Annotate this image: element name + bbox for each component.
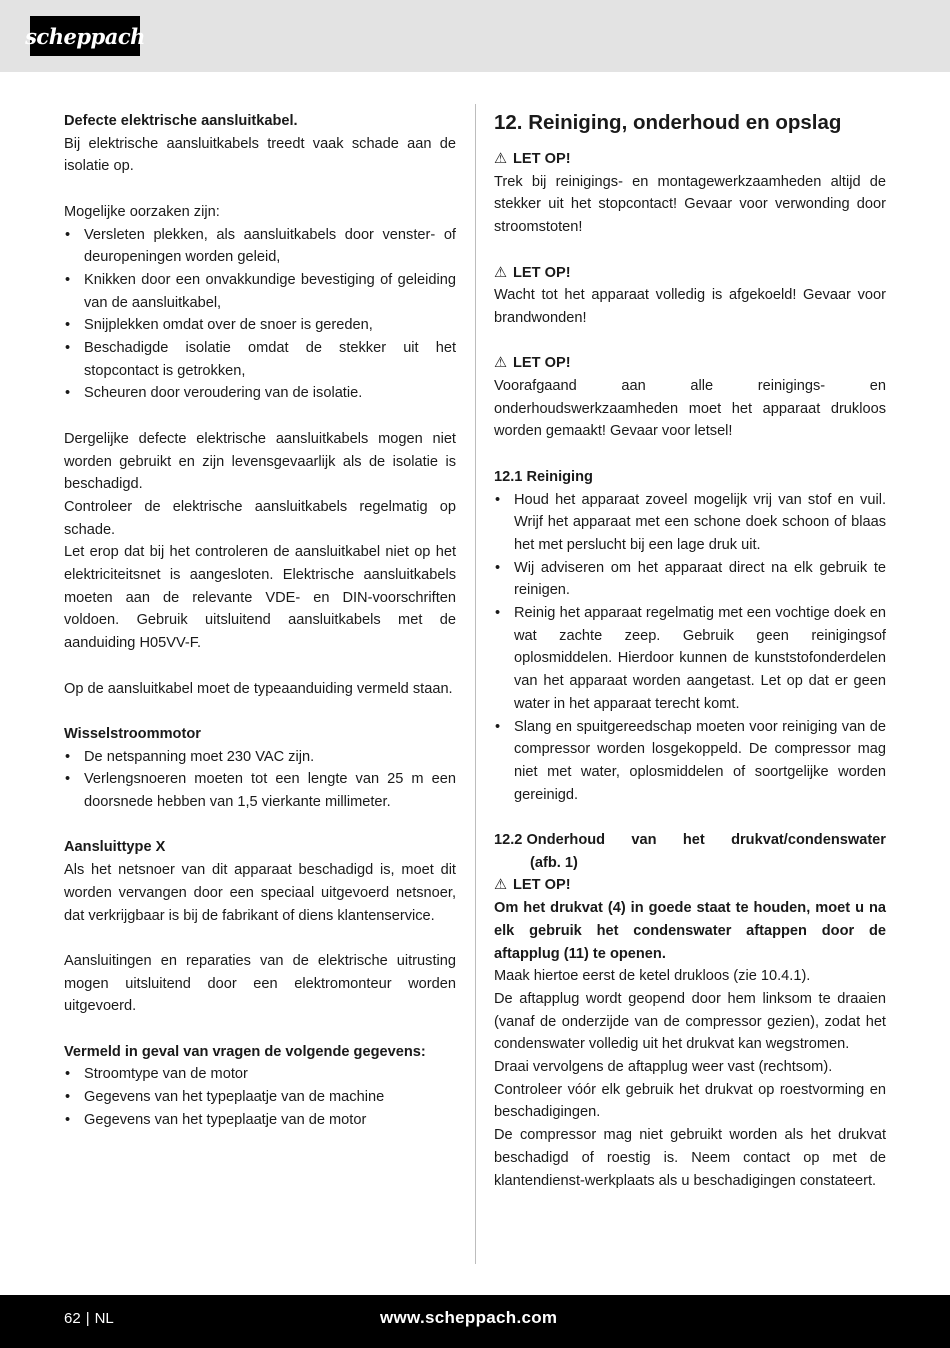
language-code: NL xyxy=(94,1310,114,1327)
warning-label: LET OP! xyxy=(513,355,571,372)
warning-text-3: Voorafgaand aan alle reinigings- en onderhoudswerkzaamheden moet het apparaat drukloos worden gemaakt! Gevaar voor letsel! xyxy=(494,378,886,440)
maintenance-title-number: 12.2 Onderhoud xyxy=(494,832,606,849)
cleaning-list xyxy=(494,489,886,807)
info-title: Vermeld in geval van vragen de volgende gegevens: xyxy=(64,1043,426,1060)
page-header xyxy=(0,0,950,72)
warning-heading xyxy=(494,874,886,897)
maintenance-title-cont: (afb. 1) xyxy=(530,854,578,871)
maintenance-paragraph: Controleer vóór elk gebruik het drukvat op roestvorming en beschadigingen. xyxy=(494,1081,886,1121)
scheppach-logo: scheppach xyxy=(30,16,140,56)
warning-icon: ⚠ xyxy=(494,355,508,372)
warning-icon: ⚠ xyxy=(494,151,508,167)
warning-heading xyxy=(494,148,886,171)
warning-text-1: Trek bij reinigings- en montagewerkzaamheden altijd de stekker uit het stopcontact! Gevaar voor verwonding door stroomstoten! xyxy=(494,173,886,236)
cable-title: Defecte elektrische aansluitkabel. xyxy=(64,113,298,129)
danger-paragraph: Dergelijke defecte elektrische aansluitkabels mogen niet worden gebruikt en zijn levensgevaarlijk als de isolatie is beschadigd. xyxy=(64,430,456,493)
repair-text: Aansluitingen en reparaties van de elektrische uitrusting mogen uitsluitend door een elektromonteur worden uitgevoerd. xyxy=(64,952,456,1015)
section-title: 12. Reiniging, onderhoud en opslag xyxy=(494,111,842,134)
type-paragraph: Op de aansluitkabel moet de typeaanduiding vermeld staan. xyxy=(64,680,453,697)
list-item: • Knikken door een onvakkundige bevestiging of geleiding van de aansluitkabel, xyxy=(64,269,456,314)
warning-label: LET OP! xyxy=(513,264,571,281)
cable-intro: Bij elektrische aansluitkabels treedt vaak schade aan de isolatie op. xyxy=(64,135,456,175)
maintenance-paragraph: De compressor mag niet gebruikt worden als het drukvat beschadigd of roestig is. Neem contact op met de klantendienst-werkplaats als u beschadigingen constateert. xyxy=(494,1127,886,1189)
warning-label: LET OP! xyxy=(513,877,571,894)
disconnect-paragraph: Let erop dat bij het controleren de aansluitkabel niet op het elektriciteitsnet is aangesloten. Elektrische aansluitkabels moeten aan de relevante VDE- en DIN-voorschriften voldoen. Gebruik uitsluitend aansluitkabels met de aanduiding H05VV-F. xyxy=(64,544,456,652)
list-item: • Gegevens van het typeplaatje van de motor xyxy=(64,1109,456,1132)
causes-list xyxy=(64,224,456,406)
page-number-value: 62 xyxy=(64,1310,81,1327)
maintenance-paragraph: Maak hiertoe eerst de ketel drukloos (zie 10.4.1). xyxy=(494,968,811,985)
page-number xyxy=(64,1310,114,1327)
typex-text: Als het netsnoer van dit apparaat beschadigd is, moet dit worden vervangen door een speciaal uitgevoerd netsnoer, dat verkrijgbaar is bij de fabrikant of diens klantenservice. xyxy=(64,862,456,924)
warning-icon: ⚠ xyxy=(494,264,508,281)
maintenance-paragraph: De aftapplug wordt geopend door hem linksom te draaien (vanaf de onderzijde van de compressor gezien), zodat het condenswater volledig uit het drukvat kan wegstromen. xyxy=(494,990,886,1053)
typex-title: Aansluittype X xyxy=(64,839,166,856)
causes-label: Mogelijke oorzaken zijn: xyxy=(64,203,220,220)
list-item: • Slang en spuitgereedschap moeten voor reiniging van de compressor worden losgekoppeld. De compressor mag niet met water, oplosmiddelen of soortgelijke worden gereinigd. xyxy=(494,716,886,807)
page-footer xyxy=(0,1295,950,1348)
motor-list xyxy=(64,746,456,814)
list-item: • Stroomtype van de motor xyxy=(64,1063,456,1086)
warning-icon: ⚠ xyxy=(494,877,508,894)
list-item: • Versleten plekken, als aansluitkabels door venster- of deuropeningen worden geleid, xyxy=(64,224,456,269)
info-list xyxy=(64,1063,456,1131)
warning-text-2: Wacht tot het apparaat volledig is afgekoeld! Gevaar voor brandwonden! xyxy=(494,287,886,326)
footer-separator: | xyxy=(85,1310,90,1327)
maintenance-title-word: drukvat/condenswater xyxy=(731,832,886,849)
maintenance-title-word: van xyxy=(631,832,657,849)
column-divider xyxy=(475,104,476,1264)
list-item: • Wij adviseren om het apparaat direct na elk gebruik te reinigen. xyxy=(494,557,886,602)
warning-heading xyxy=(494,262,886,285)
maintenance-paragraph: Draai vervolgens de aftapplug weer vast (rechtsom). xyxy=(494,1059,833,1076)
list-item: • Gegevens van het typeplaatje van de machine xyxy=(64,1086,456,1109)
list-item: • De netspanning moet 230 VAC zijn. xyxy=(64,746,456,769)
list-item: • Houd het apparaat zoveel mogelijk vrij van stof en vuil. Wrijf het apparaat met een schone doek schoon of blaas het met perslucht bij een lage druk uit. xyxy=(494,489,886,557)
list-item: • Verlengsnoeren moeten tot een lengte van 25 m een doorsnede hebben van 1,5 vierkante millimeter. xyxy=(64,768,456,813)
cleaning-title: 12.1 Reiniging xyxy=(494,468,593,485)
website-link[interactable]: www.scheppach.com xyxy=(380,1308,558,1327)
list-item: • Reinig het apparaat regelmatig met een vochtige doek en wat zachte zeep. Gebruik geen reinigingsof oplosmiddelen. Hierdoor kunnen de kunststofonderdelen van het apparaat worden aangetast. Let op dat er geen water in het apparaat terecht komt. xyxy=(494,602,886,716)
list-item: • Scheuren door veroudering van de isolatie. xyxy=(64,382,456,405)
maintenance-title xyxy=(494,829,886,852)
warning-heading xyxy=(494,352,886,375)
warning-label: LET OP! xyxy=(513,151,571,167)
motor-title: Wisselstroommotor xyxy=(64,725,201,742)
maintenance-bold-text: Om het drukvat (4) in goede staat te houden, moet u na elk gebruik het condenswater aftappen door de aftapplug (11) te openen. xyxy=(494,900,886,962)
maintenance-title-word: het xyxy=(682,832,705,849)
right-column xyxy=(494,110,886,1192)
list-item: • Beschadigde isolatie omdat de stekker uit het stopcontact is getrokken, xyxy=(64,337,456,382)
left-column xyxy=(64,110,456,1132)
list-item: • Snijplekken omdat over de snoer is gereden, xyxy=(64,314,456,337)
check-paragraph: Controleer de elektrische aansluitkabels regelmatig op schade. xyxy=(64,498,456,538)
